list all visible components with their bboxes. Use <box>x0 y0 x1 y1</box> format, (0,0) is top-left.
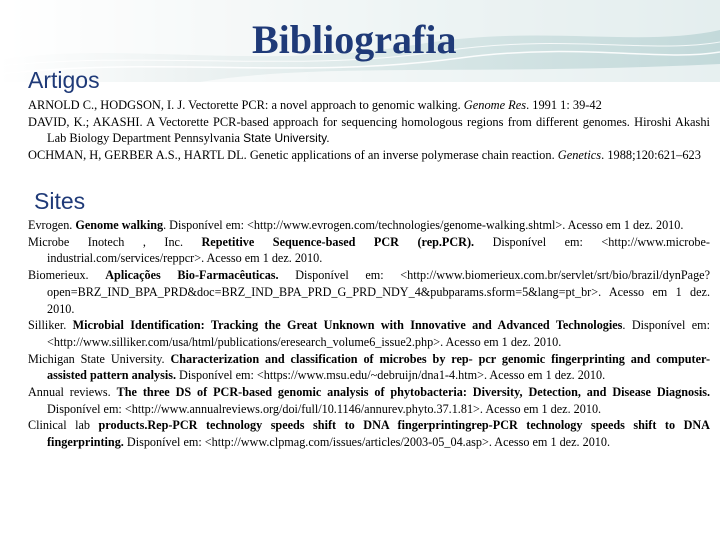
reference-item: Michigan State University. Characterization and classification of microbes by rep- pcr genomic fingerprinting and computer-assisted pattern analysis. Disponível em: <https://www.msu.edu/~debruijn/dna1-4.htm>. Acesso em 1 dez. 2010. <box>28 351 711 383</box>
reference-item: ARNOLD C., HODGSON, I. J. Vectorette PCR: a novel approach to genomic walking. Genome Res. 1991 1: 39-42 <box>28 98 602 112</box>
reference-item: Silliker. Microbial Identification: Tracking the Great Unknown with Innovative and Advanced Technologies. Disponível em: <http://www.silliker.com/usa/html/publications/eresearch_volume6_issue2.php>. Acesso em 1 dez. 2010. <box>28 318 710 349</box>
reference-item: Clinical lab products.Rep-PCR technology speeds shift to DNA fingerprintingrep-PCR technology speeds shift to DNA fingerprinting. Disponível em: <http://www.clpmag.com/issues/articles/2003-05_04.asp>. Acesso em 1 dez. 2010. <box>28 418 710 450</box>
section-heading-artigos: Artigos <box>28 67 100 93</box>
section-heading-sites: Sites <box>34 188 86 214</box>
artigos-reference-list <box>28 97 710 163</box>
reference-item: Evrogen. Genome walking. Disponível em: <http://www.evrogen.com/technologies/genome-walking.shtml>. Acesso em 1 dez. 2010. <box>28 218 684 232</box>
reference-item: Annual reviews. The three DS of PCR-based genomic analysis of phytobacteria: Diversity, Detection, and Disease Diagnosis. Disponível em: <http://www.annualreviews.org/doi/full/10.1146/annurev.phyto.37.1.81>. Acesso em 1 dez. 2010. <box>28 385 710 416</box>
reference-item: OCHMAN, H, GERBER A.S., HARTL DL. Genetic applications of an inverse polymerase chain reaction. Genetics. 1988;120:621–623 <box>28 147 701 162</box>
sites-reference-list <box>28 217 710 451</box>
reference-item: DAVID, K.; AKASHI. A Vectorette PCR-based approach for sequencing homologous regions from different genomes. Hiroshi Akashi Lab Biology Department Pennsylvania State University. <box>28 114 710 146</box>
page-title: Bibliografia <box>252 17 457 62</box>
reference-item: Biomerieux. Aplicações Bio-Farmacêuticas. Disponível em: <http://www.biomerieux.com.br/servlet/srt/bio/brazil/dynPage?open=BRZ_IND_BPA_PRD&doc=BRZ_IND_BPA_PRD_G_PRD_NDY_4&pubparams.sform=5&lang=pt_br>. Acesso em 1 dez. 2010. <box>28 268 710 316</box>
reference-item: Microbe Inotech , Inc. Repetitive Sequence-based PCR (rep.PCR). Disponível em: <http://www.microbe-industrial.com/services/reppcr>. Acesso em 1 dez. 2010. <box>28 234 710 266</box>
